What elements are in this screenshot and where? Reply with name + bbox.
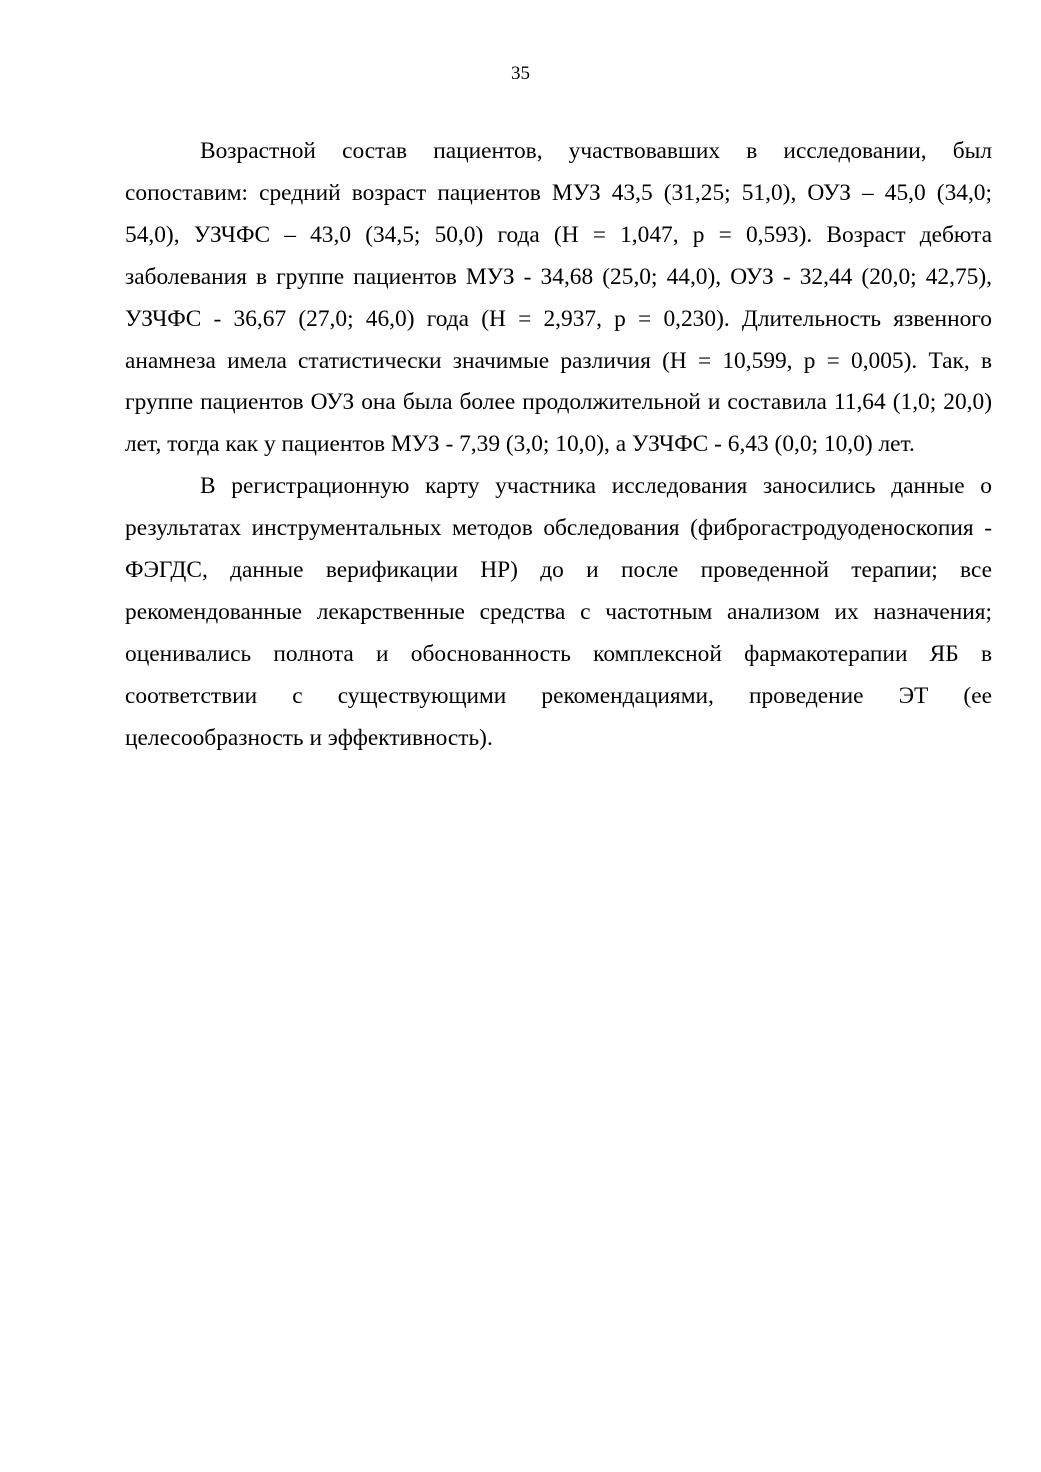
page-number: 35 — [511, 63, 530, 84]
paragraph-registration-card: В регистрационную карту участника исследования заносились данные о результатах инструментальных методов обследования (фиброгастродуоденоскопия - ФЭГДС, данные верификации НР) до и после проведенной терапии; все рекомендованные лекарственные средства с частотным анализом их назначения; оценивались полнота и обоснованность комплексной фармакотерапии ЯБ в соответствии с существующими рекомендациями, проведение ЭТ (ее целесообразность и эффективность). — [125, 473, 992, 751]
paragraph-patient-age: Возрастной состав пациентов, участвовавших в исследовании, был сопоставим: средний возраст пациентов МУЗ 43,5 (31,25; 51,0), ОУЗ – 45,0 (34,0; 54,0), УЗЧФС – 43,0 (34,5; 50,0) года (Н = 1,047, р = 0,593). Возраст дебюта заболевания в группе пациентов МУЗ - 34,68 (25,0; 44,0), ОУЗ - 32,44 (20,0; 42,75), УЗЧФС - 36,67 (27,0; 46,0) года (Н = 2,937, р = 0,230). Длительность язвенного анамнеза имела статистически значимые различия (Н = 10,599, р = 0,005). Так, в группе пациентов ОУЗ она была более продолжительной и составила 11,64 (1,0; 20,0) лет, тогда как у пациентов МУЗ - 7,39 (3,0; 10,0), а УЗЧФС - 6,43 (0,0; 10,0) лет. — [125, 138, 992, 458]
body-text — [125, 131, 992, 760]
